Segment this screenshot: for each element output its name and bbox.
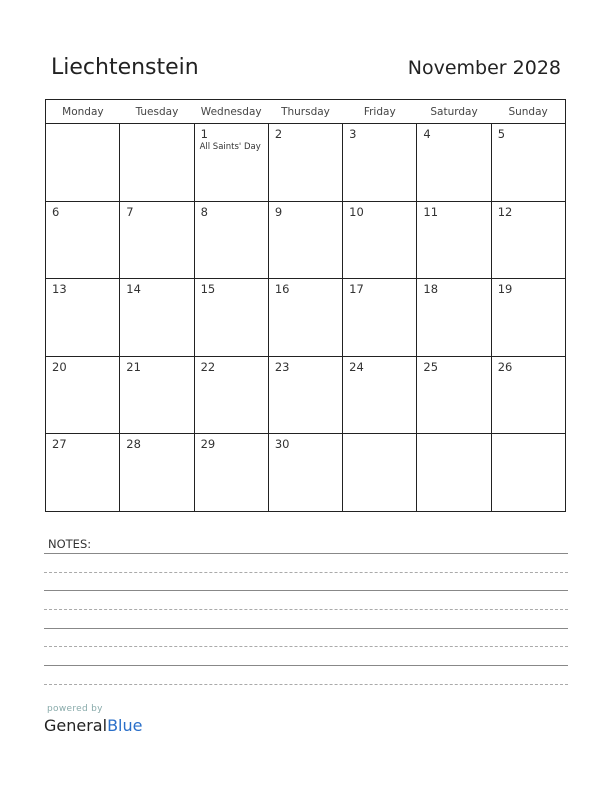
day-number: 26: [497, 359, 513, 374]
day-cell: [417, 279, 491, 357]
notes-line: [44, 553, 568, 554]
day-number: 12: [497, 204, 513, 219]
day-cell: [120, 434, 194, 512]
day-number: 6: [52, 204, 60, 219]
week-row: [46, 434, 566, 512]
weekday-header-row: [46, 100, 566, 124]
day-number: 4: [423, 127, 431, 141]
brand-general: General: [44, 716, 108, 735]
day-number: 30: [274, 437, 290, 451]
day-cell: [46, 434, 120, 512]
notes-line: [44, 665, 568, 666]
day-cell: [343, 201, 417, 279]
day-cell: [343, 279, 417, 357]
brand-logo[interactable]: [44, 716, 142, 735]
week-row: [46, 279, 566, 357]
day-number: 13: [52, 282, 67, 296]
day-cell: [491, 434, 565, 512]
day-number: 9: [274, 204, 283, 219]
weekday-header: Saturday: [417, 100, 491, 124]
weekday-header: Sunday: [491, 100, 565, 124]
day-cell: [46, 279, 120, 357]
day-number: 22: [200, 359, 216, 374]
calendar-grid: [45, 99, 566, 512]
day-number: 23: [274, 359, 290, 374]
weekday-header: Thursday: [268, 100, 342, 124]
day-number: 21: [126, 359, 141, 374]
day-cell: [491, 356, 565, 434]
day-cell: [417, 434, 491, 512]
day-number: 18: [423, 282, 439, 296]
day-number: 11: [423, 204, 439, 219]
notes-line: [44, 684, 568, 685]
day-number: 10: [349, 204, 364, 219]
day-cell: [417, 201, 491, 279]
week-row: [46, 201, 566, 279]
day-number: 17: [349, 282, 364, 296]
day-cell: [194, 124, 268, 202]
day-cell: [194, 279, 268, 357]
day-cell: [120, 279, 194, 357]
day-cell: [120, 356, 194, 434]
day-cell: [268, 279, 342, 357]
day-number: 27: [52, 437, 67, 451]
day-number: 19: [497, 282, 513, 296]
week-row: [46, 356, 566, 434]
day-cell: [343, 124, 417, 202]
day-cell: [268, 124, 342, 202]
day-number: 8: [200, 204, 208, 219]
day-number: 7: [126, 204, 134, 219]
weekday-header: Monday: [46, 100, 120, 124]
weekday-header: Tuesday: [120, 100, 194, 124]
day-cell: [46, 201, 120, 279]
day-cell: [268, 434, 342, 512]
day-number: 15: [200, 282, 216, 296]
powered-by-text: powered by: [47, 704, 103, 714]
day-number: 14: [126, 282, 141, 296]
day-cell: [491, 124, 565, 202]
notes-line: [44, 590, 568, 591]
notes-line: [44, 628, 568, 629]
month-title: November 2028: [407, 57, 561, 79]
day-number: 24: [349, 359, 364, 374]
day-number: 1: [200, 127, 208, 141]
day-cell: [491, 279, 565, 357]
day-cell: [46, 356, 120, 434]
day-cell: [120, 124, 194, 202]
day-number: 5: [497, 127, 506, 141]
day-cell: [268, 201, 342, 279]
day-number: 29: [200, 437, 216, 451]
day-cell: [194, 201, 268, 279]
day-number: 28: [126, 437, 141, 451]
notes-label: NOTES:: [48, 537, 92, 551]
weekday-header: Friday: [343, 100, 417, 124]
day-number: 25: [423, 359, 439, 374]
holiday-label: All Saints' Day: [199, 142, 261, 152]
day-cell: [194, 434, 268, 512]
day-number: 20: [52, 359, 67, 374]
weekday-header: Wednesday: [194, 100, 268, 124]
day-cell: [343, 434, 417, 512]
day-number: 2: [274, 127, 283, 141]
week-row: [46, 124, 566, 202]
day-cell: [268, 356, 342, 434]
day-cell: [120, 201, 194, 279]
brand-blue: Blue: [107, 716, 143, 735]
notes-line: [44, 646, 568, 647]
day-number: 16: [274, 282, 290, 296]
day-number: 3: [349, 127, 357, 141]
day-cell: [46, 124, 120, 202]
notes-line: [44, 609, 568, 610]
country-title: Liechtenstein: [51, 55, 199, 80]
notes-line: [44, 572, 568, 573]
day-cell: [417, 356, 491, 434]
day-cell: [417, 124, 491, 202]
day-cell: [343, 356, 417, 434]
day-cell: [491, 201, 565, 279]
day-cell: [194, 356, 268, 434]
